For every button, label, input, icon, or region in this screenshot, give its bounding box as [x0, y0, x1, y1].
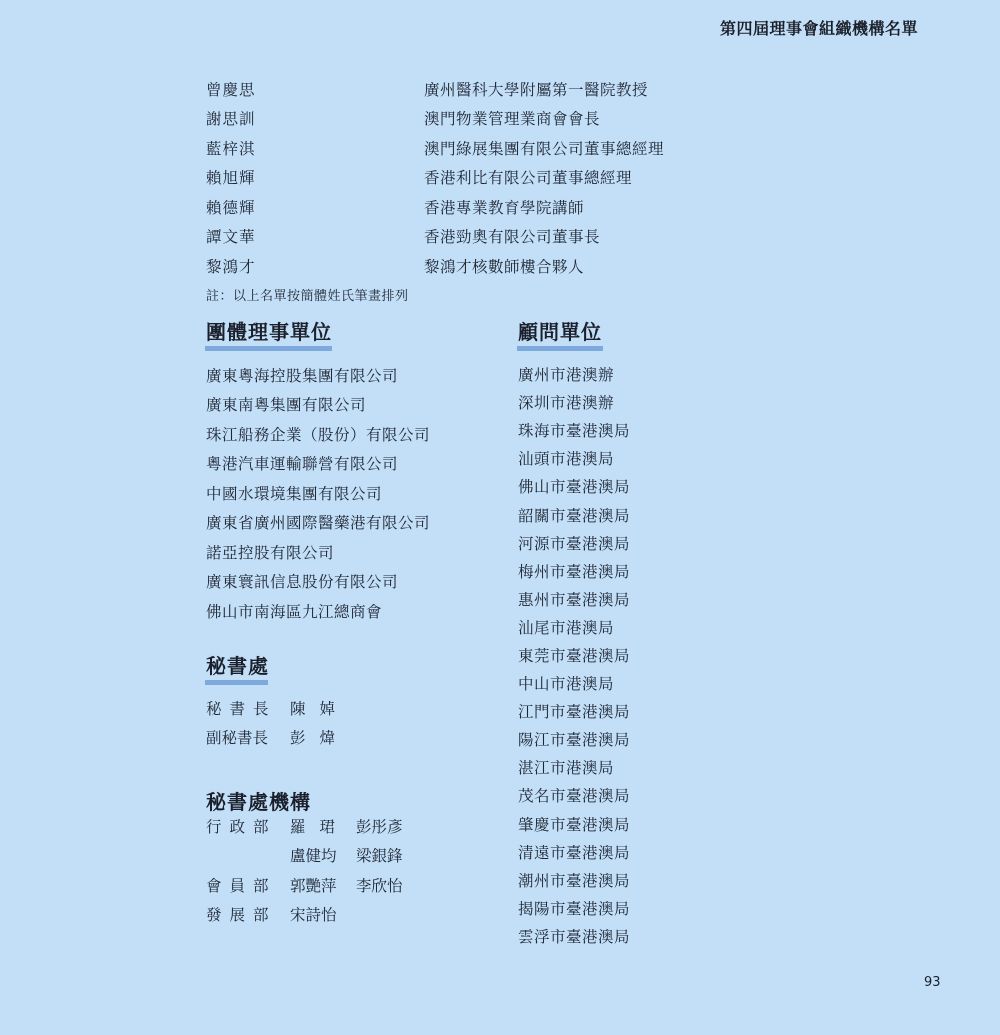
- member-name: 黎鴻才: [206, 257, 256, 276]
- member-row: [206, 163, 766, 193]
- advisory-unit-item: 茂名市臺港澳局: [518, 787, 631, 806]
- advisory-unit-item: 汕尾市港澳局: [518, 618, 615, 637]
- group-director-item: 廣東南粵集團有限公司: [206, 396, 367, 415]
- group-director-item: 廣東粵海控股集團有限公司: [206, 366, 399, 385]
- group-directors-list: [206, 360, 430, 626]
- department-row: [206, 811, 422, 841]
- page-number: 93: [924, 975, 941, 990]
- member-title: 澳門物業管理業商會會長: [424, 110, 601, 129]
- department-row: [206, 841, 422, 871]
- department-staff: 宋詩怡: [290, 906, 337, 925]
- advisory-unit-item: 肇慶市臺港澳局: [518, 815, 631, 834]
- secretariat-name: 彭煒: [290, 729, 350, 748]
- department-name: 會員部: [206, 876, 277, 895]
- advisory-unit-item: 江門市臺港澳局: [518, 703, 631, 722]
- department-staff: 盧健均: [290, 847, 337, 866]
- member-name: 賴德輝: [206, 198, 256, 217]
- group-director-item: 諾亞控股有限公司: [206, 543, 335, 562]
- department-staff: 李欣怡: [356, 876, 403, 895]
- department-name: 行政部: [206, 817, 277, 836]
- member-row: [206, 133, 766, 163]
- advisory-unit-item: 潮州市臺港澳局: [518, 871, 631, 890]
- secretariat-row: [206, 723, 356, 753]
- advisory-unit-item: 雲浮市臺港澳局: [518, 927, 631, 946]
- advisory-unit-item: 揭陽市臺港澳局: [518, 899, 631, 918]
- secretariat-heading: 秘書處: [206, 654, 269, 678]
- member-name: 藍梓淇: [206, 139, 256, 158]
- secretariat-underline: [205, 680, 268, 685]
- advisory-unit-item: 珠海市臺港澳局: [518, 422, 631, 441]
- secretariat-role: 秘書長: [206, 699, 277, 718]
- advisory-unit-item: 東莞市臺港澳局: [518, 646, 631, 665]
- advisory-unit-item: 汕頭市港澳局: [518, 450, 615, 469]
- advisory-unit-item: 佛山市臺港澳局: [518, 478, 631, 497]
- department-row: [206, 900, 422, 930]
- member-row: [206, 192, 766, 222]
- group-director-item: 佛山市南海區九江總商會: [206, 602, 383, 621]
- advisory-unit-item: 梅州市臺港澳局: [518, 562, 631, 581]
- member-list-note: 註：以上名單按簡體姓氏筆畫排列: [206, 288, 409, 304]
- member-title: 廣州醫科大學附屬第一醫院教授: [424, 80, 649, 99]
- advisory-unit-item: 韶關市臺港澳局: [518, 506, 631, 525]
- department-staff: 羅珺: [290, 817, 350, 836]
- advisory-units-list: [518, 360, 630, 950]
- group-director-item: 廣東省廣州國際醫藥港有限公司: [206, 514, 431, 533]
- secretariat-row: [206, 693, 356, 723]
- advisory-unit-item: 惠州市臺港澳局: [518, 590, 631, 609]
- advisory-unit-item: 清遠市臺港澳局: [518, 843, 631, 862]
- member-row: [206, 74, 766, 104]
- member-row: [206, 251, 766, 281]
- member-title: 香港利比有限公司董事總經理: [424, 169, 633, 188]
- advisory-units-heading: 顧問單位: [518, 320, 602, 344]
- member-name: 譚文華: [206, 228, 256, 247]
- advisory-unit-item: 深圳市港澳辦: [518, 394, 615, 413]
- advisory-unit-item: 河源市臺港澳局: [518, 534, 631, 553]
- member-title: 黎鴻才核數師樓合夥人: [424, 257, 585, 276]
- member-name: 謝思訓: [206, 110, 256, 129]
- member-title: 香港專業教育學院講師: [424, 198, 585, 217]
- member-row: [206, 104, 766, 134]
- group-director-item: 粵港汽車運輸聯營有限公司: [206, 455, 399, 474]
- member-name: 賴旭輝: [206, 169, 256, 188]
- member-row: [206, 222, 766, 252]
- group-director-item: 珠江船務企業（股份）有限公司: [206, 425, 431, 444]
- page-header-title: 第四屆理事會組織機構名單: [719, 19, 918, 38]
- secretariat-role: 副秘書長: [206, 729, 269, 748]
- department-staff: 彭彤彥: [356, 817, 403, 836]
- department-row: [206, 870, 422, 900]
- secretariat-departments-list: [206, 811, 422, 929]
- member-name: 曾慶思: [206, 80, 256, 99]
- advisory-unit-item: 中山市港澳局: [518, 675, 615, 694]
- advisory-units-underline: [517, 346, 603, 351]
- group-director-item: 中國水環境集團有限公司: [206, 484, 383, 503]
- secretariat-list: [206, 693, 356, 752]
- advisory-unit-item: 陽江市臺港澳局: [518, 731, 631, 750]
- advisory-unit-item: 湛江市港澳局: [518, 759, 615, 778]
- member-title: 香港勁奧有限公司董事長: [424, 228, 601, 247]
- advisory-unit-item: 廣州市港澳辦: [518, 366, 615, 385]
- member-list: [206, 74, 766, 304]
- department-staff: 梁銀鋒: [356, 847, 403, 866]
- member-title: 澳門綠展集團有限公司董事總經理: [424, 139, 665, 158]
- department-staff: 郭艷萍: [290, 876, 337, 895]
- group-directors-underline: [205, 346, 332, 351]
- group-directors-heading: 團體理事單位: [206, 320, 332, 344]
- group-director-item: 廣東寰訊信息股份有限公司: [206, 573, 399, 592]
- secretariat-name: 陳婥: [290, 699, 350, 718]
- secretariat-departments-heading: 秘書處機構: [206, 790, 311, 814]
- department-name: 發展部: [206, 906, 277, 925]
